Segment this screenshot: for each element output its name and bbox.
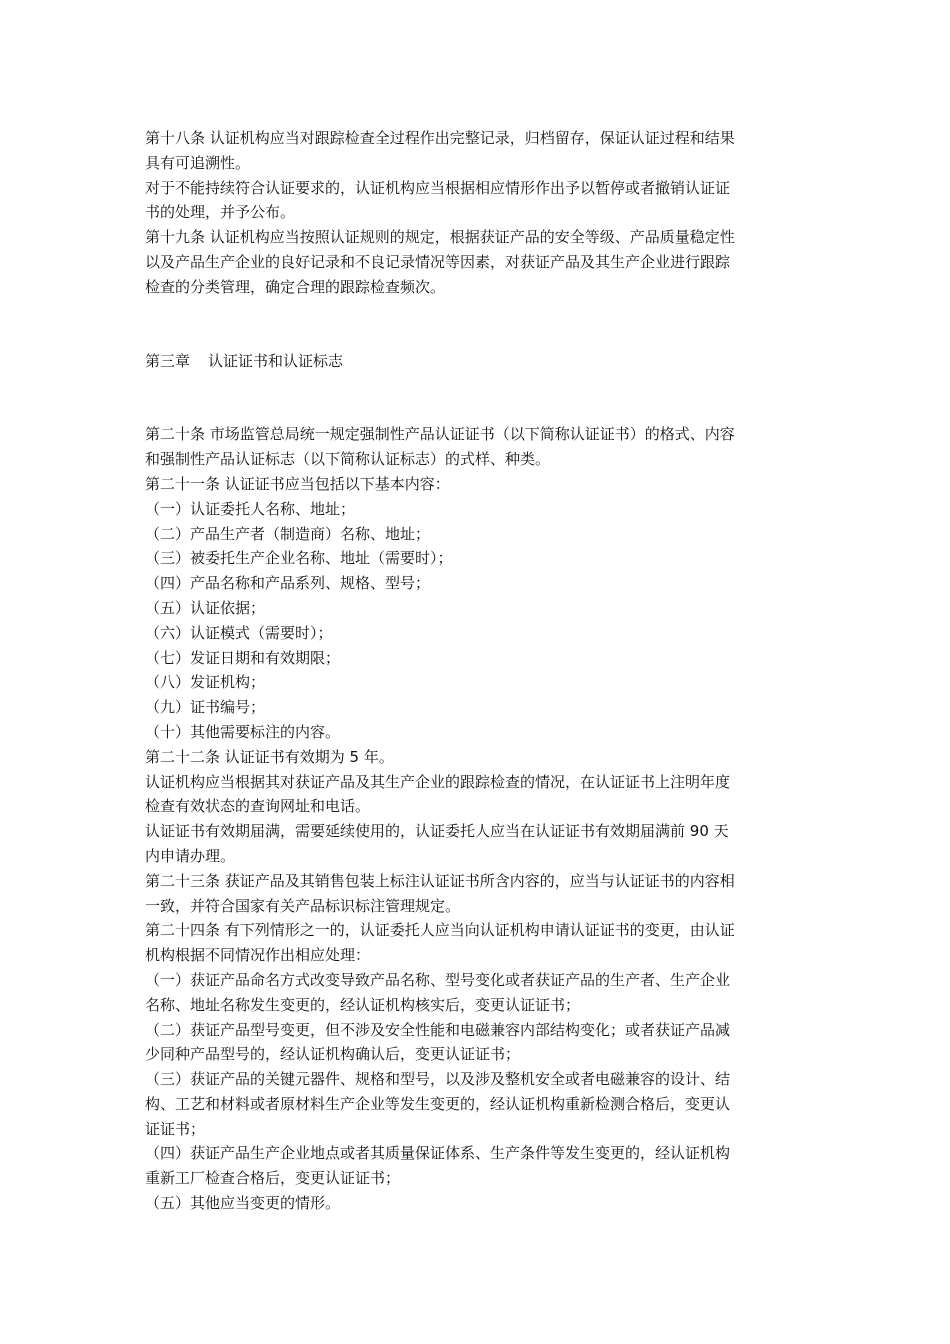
text-line: 第二十条 市场监管总局统一规定强制性产品认证证书（以下简称认证证书）的格式、内容 [145, 425, 735, 444]
text-line: （四）获证产品生产企业地点或者其质量保证体系、生产条件等发生变更的，经认证机构 [145, 1144, 731, 1163]
text-line: （一）获证产品命名方式改变导致产品名称、型号变化或者获证产品的生产者、生产企业 [145, 970, 731, 989]
text-line: 内申请办理。 [145, 846, 236, 865]
chapter-heading [145, 349, 811, 374]
text-line: 认证机构应当根据其对获证产品及其生产企业的跟踪检查的情况，在认证证书上注明年度 [145, 772, 731, 791]
text-line: （二）产品生产者（制造商）名称、地址； [145, 524, 431, 543]
section-articles-20-24 [145, 422, 811, 1216]
text-line: （五）认证依据； [145, 598, 266, 617]
text-line: 少同种产品型号的，经认证机构确认后，变更认证证书； [145, 1045, 521, 1064]
text-line: 第十八条 认证机构应当对跟踪检查全过程作出完整记录，归档留存，保证认证过程和结果 [145, 129, 735, 147]
text-line: （十）其他需要标注的内容。 [145, 722, 341, 741]
spacer [145, 300, 811, 349]
text-line: 以及产品生产企业的良好记录和不良记录情况等因素，对获证产品及其生产企业进行跟踪 [145, 252, 731, 271]
text-line: 对于不能持续符合认证要求的，认证机构应当根据相应情形作出予以暂停或者撤销认证证 [145, 178, 731, 197]
text-line: （六）认证模式（需要时）； [145, 623, 333, 642]
text-line: （七）发证日期和有效期限； [145, 648, 341, 667]
text-line: 第二十四条 有下列情形之一的，认证委托人应当向认证机构申请认证证书的变更，由认证 [145, 921, 735, 940]
text-line: （二）获证产品型号变更，但不涉及安全性能和电磁兼容内部结构变化；或者获证产品减 [145, 1020, 731, 1039]
text-line: 第十九条 认证机构应当按照认证规则的规定，根据获证产品的安全等级、产品质量稳定性 [145, 228, 735, 247]
text-line: （三）被委托生产企业名称、地址（需要时）； [145, 549, 453, 568]
text-line: 构、工艺和材料或者原材料生产企业等发生变更的，经认证机构重新检测合格后，变更认 [145, 1094, 731, 1113]
chapter-title: 认证证书和认证标志 [208, 351, 344, 370]
text-line: 检查的分类管理，确定合理的跟踪检查频次。 [145, 277, 446, 296]
text-line: （一）认证委托人名称、地址； [145, 499, 356, 518]
text-line: （八）发证机构； [145, 673, 266, 692]
text-line: 第二十一条 认证证书应当包括以下基本内容： [145, 474, 450, 493]
text-line: 具有可追溯性。 [145, 153, 251, 172]
text-line: 检查有效状态的查询网址和电话。 [145, 797, 371, 816]
chapter-number: 第三章 [145, 351, 191, 370]
text-line: 第二十三条 获证产品及其销售包装上标注认证证书所含内容的，应当与认证证书的内容相 [145, 871, 735, 890]
text-line: 认证证书有效期届满，需要延续使用的，认证委托人应当在认证证书有效期届满前 90 天 [145, 822, 729, 841]
text-line: （三）获证产品的关键元器件、规格和型号，以及涉及整机安全或者电磁兼容的设计、结 [145, 1070, 731, 1089]
section-articles-18-19 [145, 126, 811, 300]
document-page [145, 126, 811, 1216]
text-line: 和强制性产品认证标志（以下简称认证标志）的式样、种类。 [145, 450, 551, 469]
text-line: （四）产品名称和产品系列、规格、型号； [145, 574, 431, 593]
text-line: （五）其他应当变更的情形。 [145, 1194, 341, 1213]
text-line: 重新工厂检查合格后，变更认证证书； [145, 1169, 401, 1188]
text-line: 证证书； [145, 1119, 206, 1138]
spacer [145, 373, 811, 422]
text-line: 书的处理，并予公布。 [145, 203, 296, 222]
text-line: 名称、地址名称发生变更的，经认证机构核实后，变更认证证书； [145, 995, 581, 1014]
text-line: 一致，并符合国家有关产品标识标注管理规定。 [145, 896, 461, 915]
text-line: 第二十二条 认证证书有效期为 5 年。 [145, 747, 394, 766]
text-line: （九）证书编号； [145, 698, 266, 717]
text-line: 机构根据不同情况作出相应处理： [145, 946, 371, 965]
